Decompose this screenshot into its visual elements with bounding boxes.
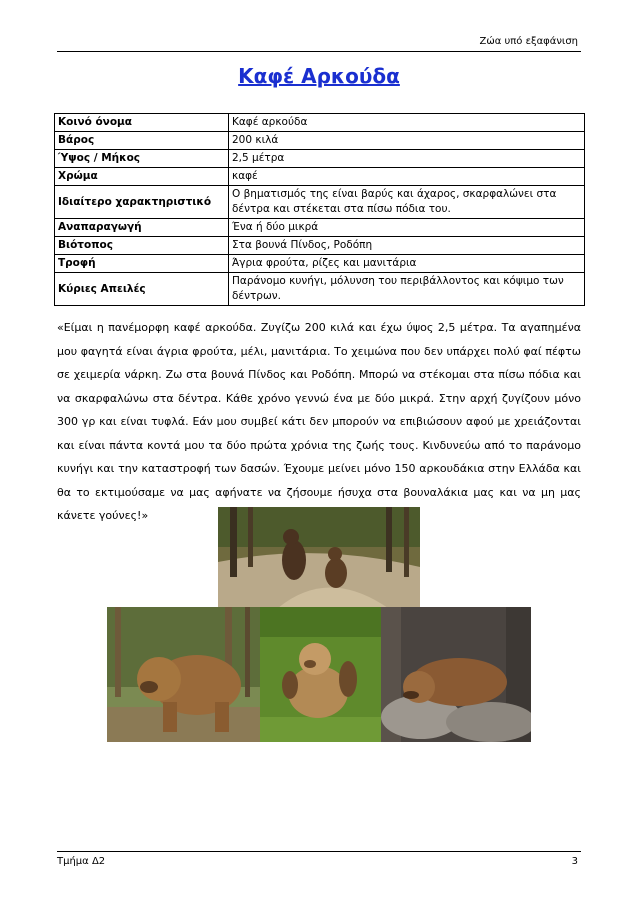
row-value: καφέ bbox=[229, 168, 585, 186]
row-value: 2,5 μέτρα bbox=[229, 150, 585, 168]
table-row bbox=[55, 273, 585, 306]
page-title: Καφέ Αρκούδα bbox=[238, 64, 400, 88]
row-label: Χρώμα bbox=[55, 168, 229, 186]
table-row bbox=[55, 186, 585, 219]
row-label: Βιότοπος bbox=[55, 237, 229, 255]
table-row bbox=[55, 219, 585, 237]
row-label: Αναπαραγωγή bbox=[55, 219, 229, 237]
running-header: Ζώα υπό εξαφάνιση bbox=[479, 36, 578, 47]
row-label: Βάρος bbox=[55, 132, 229, 150]
row-label: Ιδιαίτερο χαρακτηριστικό bbox=[55, 186, 229, 219]
row-value: Ο βηματισμός της είναι βαρύς και άχαρος, σκαρφαλώνει στα δέντρα και στέκεται στα πίσω πόδια του. bbox=[229, 186, 585, 219]
footer-divider bbox=[57, 851, 581, 852]
row-value: Ένα ή δύο μικρά bbox=[229, 219, 585, 237]
table-row bbox=[55, 168, 585, 186]
two-bears-standing-photo bbox=[218, 507, 420, 608]
table-row bbox=[55, 237, 585, 255]
row-value: 200 κιλά bbox=[229, 132, 585, 150]
row-value: Παράνομο κυνήγι, μόλυνση του περιβάλλοντος και κόψιμο των δέντρων. bbox=[229, 273, 585, 306]
row-label: Κύριες Απειλές bbox=[55, 273, 229, 306]
row-value: Καφέ αρκούδα bbox=[229, 114, 585, 132]
bear-sitting-in-grass-photo bbox=[260, 607, 381, 742]
header-divider bbox=[57, 51, 581, 52]
bear-story-paragraph: «Είμαι η πανέμορφη καφέ αρκούδα. Ζυγίζω 200 κιλά και έχω ύψος 2,5 μέτρα. Τα αγαπημένα μου φαγητά είναι άγρια φρούτα, μέλι, μανιτάρια. Το χειμώνα που δεν υπάρχει πολύ φαί πέφτω σε χειμερία νάρκη. Ζω στα βουνά Πίνδος και Ροδόπη. Μπορώ να στέκομαι στα πίσω πόδια και να σκαρφαλώνω στα δέντρα. Κάθε χρόνο γεννώ ένα με δύο μικρά. Στην αρχή ζυγίζουν μόνο 300 γρ και είναι τυφλά. Εάν μου συμβεί κάτι δεν μπορούν να επιβιώσουν αφού με χρειάζονται και είναι πάντα κοντά μου τα δύο πρώτα χρόνια της ζωής τους. Κινδυνεύω από το παράνομο κυνήγι και την καταστροφή των δασών. Έχουμε μείνει μόνο 150 αρκουδάκια στην Ελλάδα και θα το εκτιμούσαμε να μας αφήνατε να ζήσουμε ήσυχα στα βουναλάκια μας και να μη μας κάνετε γούνες!» bbox=[57, 321, 581, 522]
row-value: Άγρια φρούτα, ρίζες και μανιτάρια bbox=[229, 255, 585, 273]
table-row bbox=[55, 255, 585, 273]
bear-in-forest-photo bbox=[107, 607, 260, 742]
bear-sleeping-on-rocks-photo bbox=[381, 607, 531, 742]
row-label: Κοινό όνομα bbox=[55, 114, 229, 132]
table-row bbox=[55, 150, 585, 168]
info-table bbox=[54, 113, 585, 306]
row-label: Ύψος / Μήκος bbox=[55, 150, 229, 168]
table-row bbox=[55, 132, 585, 150]
page-number: 3 bbox=[571, 856, 578, 867]
row-label: Τροφή bbox=[55, 255, 229, 273]
row-value: Στα βουνά Πίνδος, Ροδόπη bbox=[229, 237, 585, 255]
table-row bbox=[55, 114, 585, 132]
footer-class-label: Τμήμα Δ2 bbox=[57, 856, 106, 867]
